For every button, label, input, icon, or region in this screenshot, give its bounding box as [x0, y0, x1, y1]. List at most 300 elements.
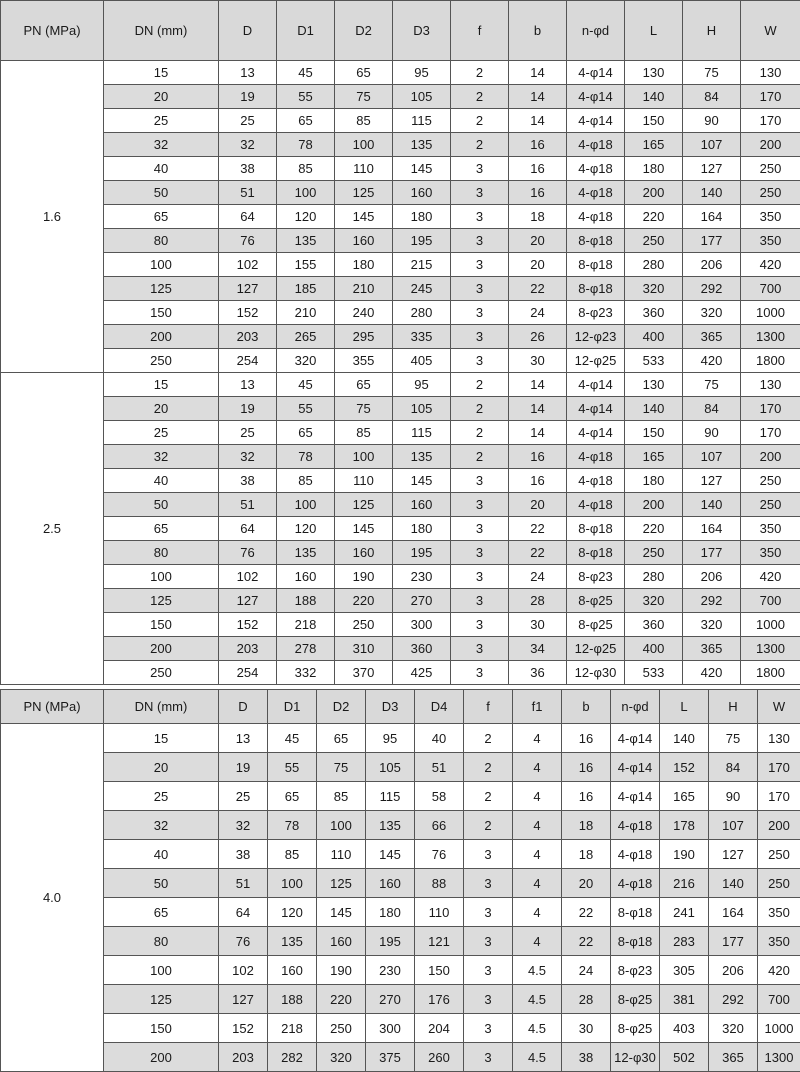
table-cell: 250 — [741, 493, 800, 517]
table-cell: 4 — [513, 724, 562, 753]
table-cell: 4.5 — [513, 956, 562, 985]
table-cell: 215 — [393, 253, 451, 277]
table-cell: 218 — [277, 613, 335, 637]
table-cell: 200 — [741, 133, 800, 157]
table-cell: 16 — [562, 782, 611, 811]
table-cell: 206 — [683, 565, 741, 589]
table-cell: 85 — [317, 782, 366, 811]
table-cell: 8-φ25 — [611, 1014, 660, 1043]
table-cell: 45 — [277, 373, 335, 397]
table-cell: 51 — [219, 181, 277, 205]
table-cell: 28 — [509, 589, 567, 613]
table-cell: 55 — [277, 397, 335, 421]
table-cell: 30 — [509, 349, 567, 373]
table-cell: 90 — [683, 421, 741, 445]
table-cell: 350 — [741, 517, 800, 541]
table-cell: 405 — [393, 349, 451, 373]
table-cell: 24 — [509, 565, 567, 589]
table-row — [1, 421, 800, 445]
table-cell: 115 — [393, 421, 451, 445]
table-cell: 25 — [219, 109, 277, 133]
table-row — [1, 301, 800, 325]
table-row — [1, 956, 800, 985]
table-cell: 4-φ14 — [611, 724, 660, 753]
table-cell: 110 — [415, 898, 464, 927]
table-cell: 8-φ23 — [567, 301, 625, 325]
table-cell: 4-φ14 — [611, 782, 660, 811]
table-cell: 40 — [415, 724, 464, 753]
table-cell: 84 — [683, 397, 741, 421]
table-cell: 381 — [660, 985, 709, 1014]
table-cell: 50 — [104, 493, 219, 517]
table-cell: 203 — [219, 637, 277, 661]
table-cell: 170 — [741, 85, 800, 109]
table-cell: 130 — [758, 724, 800, 753]
table-cell: 85 — [335, 421, 393, 445]
table-cell: 2 — [451, 373, 509, 397]
column-header: H — [683, 1, 741, 61]
table-cell: 12-φ30 — [567, 661, 625, 685]
table-cell: 420 — [683, 349, 741, 373]
table-cell: 75 — [683, 61, 741, 85]
table-cell: 20 — [104, 753, 219, 782]
table-cell: 250 — [625, 541, 683, 565]
table-cell: 125 — [104, 985, 219, 1014]
table-cell: 110 — [335, 157, 393, 181]
table-cell: 2 — [451, 421, 509, 445]
table-cell: 320 — [683, 301, 741, 325]
table-cell: 4 — [513, 927, 562, 956]
table-cell: 3 — [464, 1043, 513, 1072]
table-cell: 8-φ18 — [611, 898, 660, 927]
table-cell: 64 — [219, 205, 277, 229]
column-header: W — [741, 1, 800, 61]
table-cell: 700 — [758, 985, 800, 1014]
table-cell: 3 — [451, 613, 509, 637]
table-cell: 700 — [741, 277, 800, 301]
table-cell: 220 — [317, 985, 366, 1014]
table-cell: 75 — [683, 373, 741, 397]
table-cell: 3 — [451, 325, 509, 349]
table-cell: 115 — [366, 782, 415, 811]
table-cell: 32 — [104, 811, 219, 840]
table-cell: 178 — [660, 811, 709, 840]
table-cell: 145 — [335, 205, 393, 229]
column-header: DN (mm) — [104, 1, 219, 61]
table-cell: 180 — [625, 157, 683, 181]
table-cell: 160 — [366, 869, 415, 898]
table-cell: 105 — [393, 397, 451, 421]
column-header: L — [660, 690, 709, 724]
table-cell: 280 — [625, 253, 683, 277]
table-cell: 350 — [741, 229, 800, 253]
table-cell: 270 — [393, 589, 451, 613]
table-cell: 365 — [683, 637, 741, 661]
table-cell: 203 — [219, 1043, 268, 1072]
table-cell: 12-φ25 — [567, 637, 625, 661]
table-cell: 130 — [741, 373, 800, 397]
table-cell: 51 — [219, 869, 268, 898]
table-cell: 75 — [335, 397, 393, 421]
table-cell: 700 — [741, 589, 800, 613]
table-cell: 14 — [509, 373, 567, 397]
table-cell: 3 — [464, 840, 513, 869]
table-cell: 16 — [509, 469, 567, 493]
table-cell: 38 — [219, 469, 277, 493]
table-cell: 180 — [393, 205, 451, 229]
table-row — [1, 205, 800, 229]
table-cell: 4-φ18 — [567, 205, 625, 229]
header-row — [1, 1, 800, 61]
table-cell: 170 — [758, 782, 800, 811]
table-cell: 8-φ23 — [567, 565, 625, 589]
column-header: n-φd — [567, 1, 625, 61]
table-cell: 165 — [625, 445, 683, 469]
table-cell: 25 — [104, 782, 219, 811]
table-row — [1, 181, 800, 205]
table-cell: 220 — [335, 589, 393, 613]
table-cell: 80 — [104, 229, 219, 253]
table-row — [1, 613, 800, 637]
table-cell: 105 — [366, 753, 415, 782]
table-cell: 3 — [451, 637, 509, 661]
table-cell: 4-φ14 — [567, 421, 625, 445]
table-cell: 210 — [277, 301, 335, 325]
table-cell: 4 — [513, 898, 562, 927]
table-cell: 420 — [741, 253, 800, 277]
table-cell: 65 — [104, 898, 219, 927]
table-cell: 200 — [758, 811, 800, 840]
table-cell: 3 — [464, 956, 513, 985]
table-cell: 38 — [562, 1043, 611, 1072]
table-cell: 100 — [268, 869, 317, 898]
table-cell: 78 — [277, 445, 335, 469]
table-cell: 100 — [277, 493, 335, 517]
table-row — [1, 724, 800, 753]
table-cell: 3 — [451, 565, 509, 589]
table-cell: 4-φ18 — [611, 869, 660, 898]
column-header: DN (mm) — [104, 690, 219, 724]
table-cell: 102 — [219, 565, 277, 589]
table-cell: 127 — [219, 589, 277, 613]
table-cell: 420 — [741, 565, 800, 589]
table-cell: 1000 — [741, 301, 800, 325]
column-header: D2 — [335, 1, 393, 61]
table-row — [1, 840, 800, 869]
table-cell: 2 — [464, 724, 513, 753]
column-header: f1 — [513, 690, 562, 724]
table-cell: 75 — [317, 753, 366, 782]
table-cell: 250 — [758, 840, 800, 869]
flange-dimensions-table-2 — [0, 689, 800, 1072]
table-cell: 22 — [509, 517, 567, 541]
table-cell: 160 — [277, 565, 335, 589]
table-cell: 16 — [562, 753, 611, 782]
table-cell: 502 — [660, 1043, 709, 1072]
table-cell: 1300 — [741, 637, 800, 661]
table-cell: 3 — [451, 349, 509, 373]
column-header: b — [562, 690, 611, 724]
table-cell: 152 — [660, 753, 709, 782]
table-row — [1, 898, 800, 927]
table-cell: 300 — [393, 613, 451, 637]
table-cell: 55 — [268, 753, 317, 782]
table-cell: 3 — [451, 157, 509, 181]
table-cell: 145 — [393, 469, 451, 493]
table-cell: 283 — [660, 927, 709, 956]
table-cell: 310 — [335, 637, 393, 661]
table-cell: 85 — [277, 469, 335, 493]
table-cell: 203 — [219, 325, 277, 349]
table-cell: 177 — [709, 927, 758, 956]
table-cell: 160 — [393, 493, 451, 517]
table-row — [1, 782, 800, 811]
table-cell: 115 — [393, 109, 451, 133]
table-cell: 24 — [562, 956, 611, 985]
table-cell: 355 — [335, 349, 393, 373]
table-cell: 107 — [683, 133, 741, 157]
table-row — [1, 1014, 800, 1043]
table-cell: 145 — [366, 840, 415, 869]
table-cell: 125 — [335, 493, 393, 517]
table-cell: 15 — [104, 724, 219, 753]
table-cell: 185 — [277, 277, 335, 301]
table-cell: 19 — [219, 85, 277, 109]
table-cell: 1300 — [758, 1043, 800, 1072]
column-header: n-φd — [611, 690, 660, 724]
table-cell: 280 — [393, 301, 451, 325]
table-cell: 30 — [562, 1014, 611, 1043]
table-cell: 2 — [464, 753, 513, 782]
table-cell: 1000 — [758, 1014, 800, 1043]
table-cell: 66 — [415, 811, 464, 840]
table-cell: 14 — [509, 397, 567, 421]
table-cell: 170 — [741, 109, 800, 133]
table-cell: 102 — [219, 956, 268, 985]
table-cell: 375 — [366, 1043, 415, 1072]
table-cell: 3 — [464, 927, 513, 956]
table-cell: 40 — [104, 469, 219, 493]
table-cell: 250 — [317, 1014, 366, 1043]
table-cell: 65 — [104, 517, 219, 541]
column-header: D — [219, 690, 268, 724]
table-cell: 135 — [366, 811, 415, 840]
table-cell: 8-φ23 — [611, 956, 660, 985]
table-cell: 14 — [509, 85, 567, 109]
table-row — [1, 493, 800, 517]
table-cell: 2 — [451, 85, 509, 109]
table-cell: 12-φ30 — [611, 1043, 660, 1072]
table-cell: 125 — [335, 181, 393, 205]
table-row — [1, 811, 800, 840]
table-cell: 13 — [219, 724, 268, 753]
table-cell: 320 — [277, 349, 335, 373]
table-cell: 76 — [219, 229, 277, 253]
table-cell: 16 — [509, 133, 567, 157]
table-cell: 107 — [683, 445, 741, 469]
table-cell: 533 — [625, 661, 683, 685]
table-cell: 250 — [335, 613, 393, 637]
table-row — [1, 349, 800, 373]
table-cell: 65 — [277, 421, 335, 445]
table-cell: 20 — [509, 253, 567, 277]
table-cell: 360 — [393, 637, 451, 661]
table-cell: 20 — [509, 493, 567, 517]
table-cell: 120 — [268, 898, 317, 927]
table-cell: 3 — [451, 589, 509, 613]
table-cell: 16 — [509, 181, 567, 205]
table-cell: 164 — [683, 205, 741, 229]
table-cell: 20 — [104, 397, 219, 421]
table-cell: 8-φ25 — [567, 589, 625, 613]
table-cell: 350 — [741, 541, 800, 565]
table-cell: 16 — [509, 445, 567, 469]
table-cell: 254 — [219, 661, 277, 685]
table-cell: 4-φ14 — [567, 61, 625, 85]
table-cell: 165 — [660, 782, 709, 811]
table-cell: 420 — [683, 661, 741, 685]
table-cell: 130 — [741, 61, 800, 85]
table-cell: 250 — [625, 229, 683, 253]
table-cell: 100 — [317, 811, 366, 840]
table-cell: 230 — [366, 956, 415, 985]
table-cell: 254 — [219, 349, 277, 373]
table-cell: 58 — [415, 782, 464, 811]
table-cell: 22 — [509, 277, 567, 301]
table-cell: 76 — [219, 927, 268, 956]
table-cell: 135 — [393, 133, 451, 157]
table-cell: 180 — [366, 898, 415, 927]
table-row — [1, 445, 800, 469]
table-cell: 135 — [277, 229, 335, 253]
table-cell: 160 — [335, 541, 393, 565]
table-cell: 4.5 — [513, 985, 562, 1014]
table-cell: 152 — [219, 613, 277, 637]
table-cell: 320 — [709, 1014, 758, 1043]
table-cell: 150 — [625, 109, 683, 133]
table-cell: 25 — [219, 782, 268, 811]
table-cell: 8-φ18 — [567, 253, 625, 277]
table-cell: 51 — [219, 493, 277, 517]
table-cell: 75 — [335, 85, 393, 109]
table-cell: 152 — [219, 301, 277, 325]
table-cell: 335 — [393, 325, 451, 349]
table-cell: 190 — [335, 565, 393, 589]
table-row — [1, 517, 800, 541]
table-cell: 40 — [104, 157, 219, 181]
table-cell: 32 — [104, 445, 219, 469]
table-cell: 36 — [509, 661, 567, 685]
table-cell: 8-φ25 — [611, 985, 660, 1014]
table-cell: 3 — [451, 205, 509, 229]
table-cell: 100 — [104, 253, 219, 277]
table-cell: 190 — [317, 956, 366, 985]
table-cell: 320 — [625, 589, 683, 613]
table-cell: 4-φ14 — [567, 85, 625, 109]
table-cell: 4 — [513, 869, 562, 898]
table-cell: 140 — [709, 869, 758, 898]
table-cell: 210 — [335, 277, 393, 301]
column-header: D — [219, 1, 277, 61]
table-cell: 22 — [562, 898, 611, 927]
table-cell: 278 — [277, 637, 335, 661]
table-cell: 292 — [683, 277, 741, 301]
table-cell: 160 — [317, 927, 366, 956]
table-cell: 170 — [758, 753, 800, 782]
table-cell: 110 — [335, 469, 393, 493]
table-row — [1, 229, 800, 253]
table-cell: 45 — [277, 61, 335, 85]
table-cell: 127 — [219, 985, 268, 1014]
column-header: H — [709, 690, 758, 724]
table-row — [1, 469, 800, 493]
table-row — [1, 1043, 800, 1072]
table-cell: 220 — [625, 517, 683, 541]
table-row — [1, 157, 800, 181]
column-header: b — [509, 1, 567, 61]
pressure-rating-cell: 2.5 — [1, 373, 104, 685]
table-cell: 3 — [464, 985, 513, 1014]
table-row — [1, 661, 800, 685]
table-cell: 8-φ18 — [567, 517, 625, 541]
table-cell: 365 — [709, 1043, 758, 1072]
table-cell: 8-φ18 — [567, 229, 625, 253]
table-row — [1, 397, 800, 421]
table-cell: 2 — [451, 61, 509, 85]
table-cell: 200 — [104, 325, 219, 349]
table-row — [1, 277, 800, 301]
table-cell: 250 — [741, 469, 800, 493]
table-cell: 3 — [451, 517, 509, 541]
table-cell: 160 — [393, 181, 451, 205]
table-cell: 4-φ18 — [567, 133, 625, 157]
table-cell: 160 — [268, 956, 317, 985]
table-cell: 135 — [277, 541, 335, 565]
table-cell: 365 — [683, 325, 741, 349]
table-cell: 100 — [335, 445, 393, 469]
table-cell: 3 — [451, 253, 509, 277]
column-header: PN (MPa) — [1, 1, 104, 61]
table-cell: 292 — [683, 589, 741, 613]
column-header: D3 — [393, 1, 451, 61]
table-cell: 19 — [219, 397, 277, 421]
table-cell: 1800 — [741, 349, 800, 373]
table-cell: 65 — [268, 782, 317, 811]
table-cell: 170 — [741, 397, 800, 421]
table-cell: 206 — [683, 253, 741, 277]
table-cell: 20 — [562, 869, 611, 898]
table-cell: 150 — [104, 613, 219, 637]
column-header: f — [451, 1, 509, 61]
table-cell: 425 — [393, 661, 451, 685]
table-cell: 45 — [268, 724, 317, 753]
table-cell: 13 — [219, 61, 277, 85]
pressure-rating-cell: 4.0 — [1, 724, 104, 1072]
table-row — [1, 61, 800, 85]
table-cell: 350 — [758, 927, 800, 956]
table-cell: 150 — [415, 956, 464, 985]
table-cell: 320 — [317, 1043, 366, 1072]
table-cell: 350 — [758, 898, 800, 927]
table-row — [1, 109, 800, 133]
table-cell: 320 — [625, 277, 683, 301]
table-row — [1, 85, 800, 109]
table-cell: 90 — [709, 782, 758, 811]
table-cell: 3 — [451, 301, 509, 325]
table-cell: 200 — [104, 1043, 219, 1072]
table-cell: 140 — [625, 397, 683, 421]
table-cell: 150 — [104, 301, 219, 325]
